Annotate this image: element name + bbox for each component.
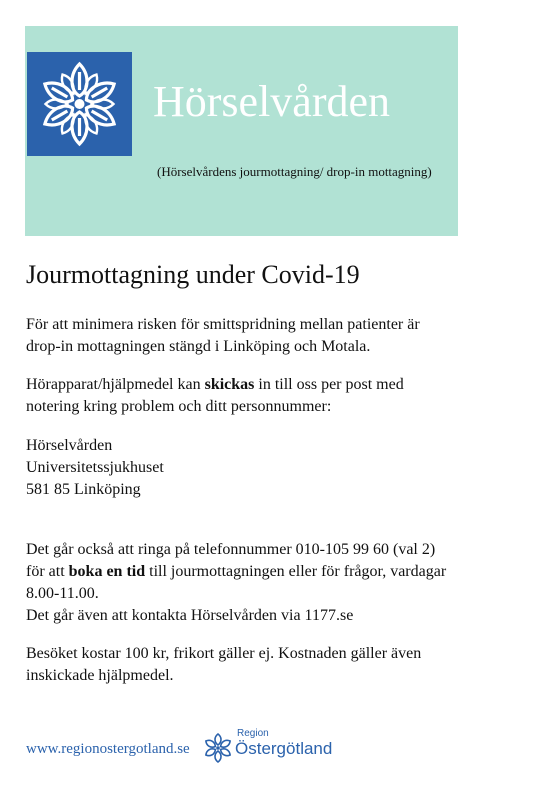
address-line: Universitetssjukhuset — [26, 459, 164, 476]
page-subtitle: (Hörselvårdens jourmottagning/ drop-in mottagning) — [157, 164, 432, 179]
text-line — [26, 561, 496, 583]
region-website-link[interactable]: www.regionostergotland.se — [26, 741, 190, 757]
text-line: inskickade hjälpmedel. — [26, 667, 174, 684]
text-segment: för att — [26, 563, 69, 580]
paragraph-send-by-post — [26, 374, 496, 418]
text-line: drop-in mottagningen stängd i Linköping och Motala. — [26, 338, 371, 355]
text-segment: Hörapparat/hjälpmedel kan — [26, 376, 205, 393]
address-line: Hörselvården — [26, 437, 113, 454]
region-flower-icon — [203, 733, 233, 763]
paragraph-drop-in-closed — [26, 314, 496, 358]
text-line: Det går även att kontakta Hörselvården via 1177.se — [26, 607, 354, 624]
paragraph-cost — [26, 643, 496, 687]
bold-text: skickas — [204, 376, 255, 393]
text-line: 8.00-11.00. — [26, 585, 99, 602]
text-line: För att minimera risken för smittspridning mellan patienter är — [26, 316, 420, 333]
main-heading: Jourmottagning under Covid-19 — [26, 260, 360, 289]
header-logo — [27, 52, 132, 156]
text-segment: in till oss per post med — [254, 376, 404, 393]
text-line: Besöket kostar 100 kr, frikort gäller ej. Kostnaden gäller även — [26, 645, 422, 662]
paragraph-phone-booking — [26, 539, 496, 627]
postal-address — [26, 435, 496, 501]
address-line: 581 85 Linköping — [26, 481, 141, 498]
logo-region-name: Östergötland — [235, 739, 333, 758]
bold-text: boka en tid — [68, 563, 146, 580]
page-title: Hörselvården — [153, 77, 391, 126]
region-logo — [203, 727, 343, 767]
text-segment: till jourmottagningen eller för frågor, vardagar — [145, 563, 447, 580]
text-line — [26, 374, 496, 396]
flower-logo-icon — [27, 52, 132, 156]
text-line: Det går också att ringa på telefonnummer 010-105 99 60 (val 2) — [26, 541, 436, 558]
text-line: notering kring problem och ditt personnummer: — [26, 398, 332, 415]
logo-region-label: Region — [237, 728, 269, 739]
